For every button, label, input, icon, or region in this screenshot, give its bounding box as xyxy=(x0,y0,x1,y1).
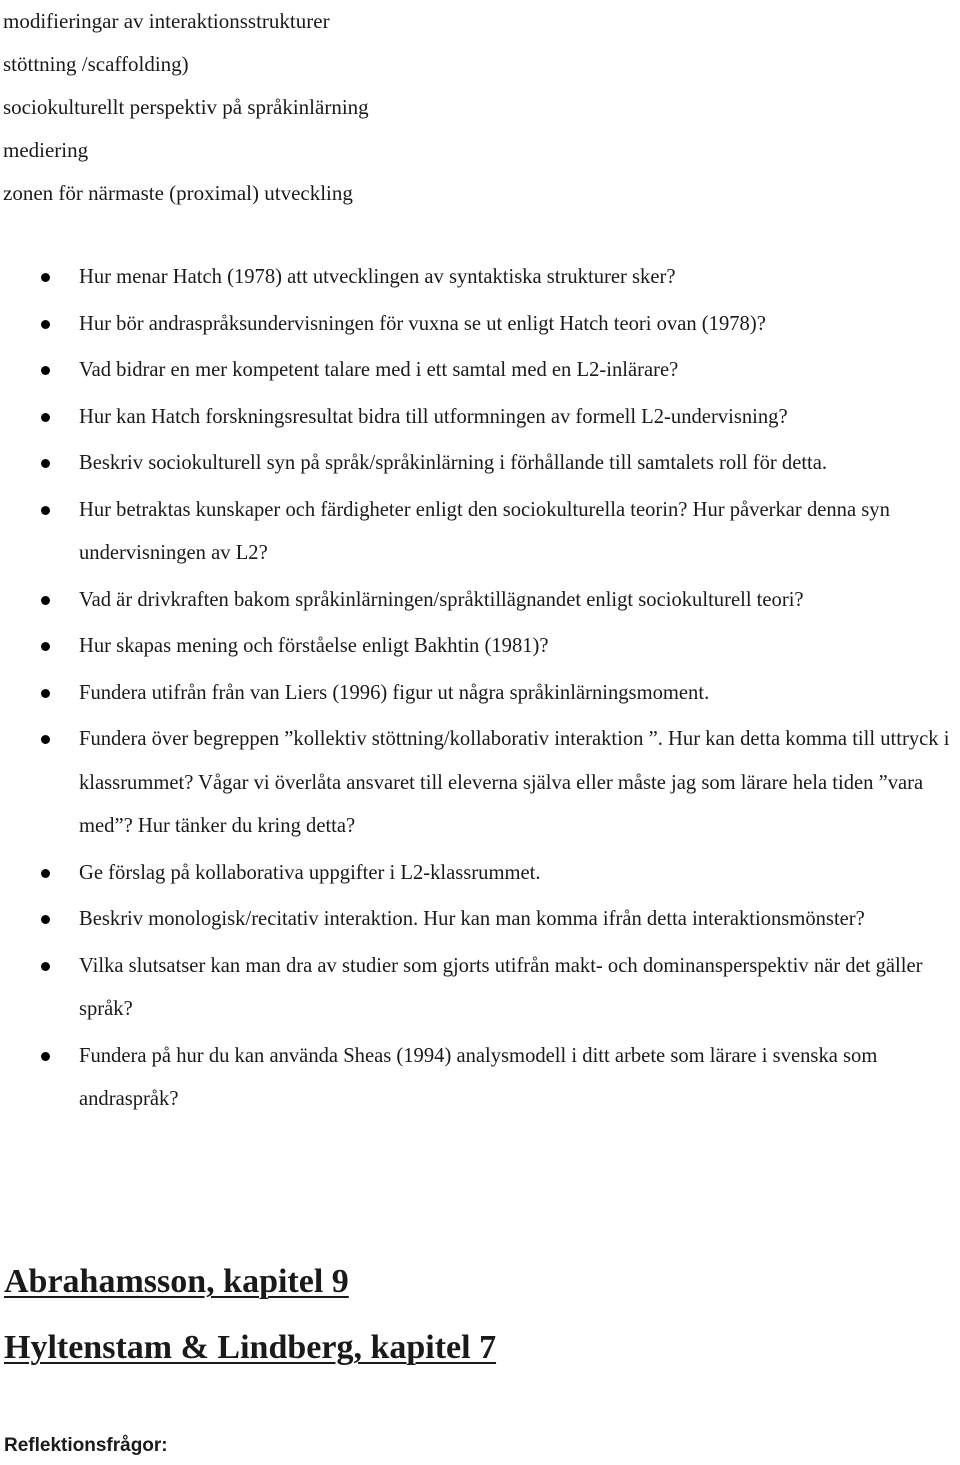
question-item xyxy=(0,945,960,1032)
reflection-questions-label: Reflektionsfrågor: xyxy=(4,1435,168,1456)
question-item xyxy=(0,442,960,486)
concept-term-list xyxy=(3,0,369,215)
concept-term: sociokulturellt perspektiv på språkinlärning xyxy=(3,95,369,119)
question-item xyxy=(0,625,960,669)
bullet-icon xyxy=(41,962,50,971)
question-item xyxy=(0,898,960,942)
bullet-icon xyxy=(41,689,50,698)
question-text: Hur kan Hatch forskningsresultat bidra till utformningen av formell L2-undervisning? xyxy=(79,405,788,428)
question-item xyxy=(0,349,960,393)
question-list xyxy=(0,256,960,1125)
concept-term: modifieringar av interaktionsstrukturer xyxy=(3,9,330,33)
question-item xyxy=(0,852,960,896)
bullet-icon xyxy=(41,596,50,605)
bullet-icon xyxy=(41,413,50,422)
question-text: Beskriv sociokulturell syn på språk/språkinlärning i förhållande till samtalets roll för detta. xyxy=(79,452,828,474)
question-text: Vad är drivkraften bakom språkinlärningen/språktillägnandet enligt sociokulturell teori? xyxy=(79,588,804,611)
bullet-icon xyxy=(41,506,50,515)
question-text: Hur betraktas kunskaper och färdigheter enligt den sociokulturella teorin? Hur påverkar denna syn undervisningen av L2? xyxy=(79,498,890,564)
question-item xyxy=(0,718,960,849)
bullet-icon xyxy=(41,366,50,375)
bullet-icon xyxy=(41,642,50,651)
bullet-icon xyxy=(41,1052,50,1061)
question-text: Hur skapas mening och förståelse enligt Bakhtin (1981)? xyxy=(79,635,549,657)
question-item xyxy=(0,1035,960,1122)
question-text: Fundera på hur du kan använda Sheas (1994) analysmodell i ditt arbete som lärare i svenska som andraspråk? xyxy=(79,1044,878,1110)
chapter-heading-hyltenstam-lindberg: Hyltenstam & Lindberg, kapitel 7 xyxy=(4,1329,497,1366)
question-text: Hur menar Hatch (1978) att utvecklingen av syntaktiska strukturer sker? xyxy=(79,266,676,288)
concept-term: mediering xyxy=(3,138,89,162)
bullet-icon xyxy=(41,915,50,924)
bullet-icon xyxy=(41,735,50,744)
question-text: Fundera utifrån från van Liers (1996) figur ut några språkinlärningsmoment. xyxy=(79,681,710,704)
question-item xyxy=(0,672,960,716)
chapter-heading-abrahamsson: Abrahamsson, kapitel 9 xyxy=(4,1263,349,1300)
question-text: Vad bidrar en mer kompetent talare med i ett samtal med en L2-inlärare? xyxy=(79,359,679,381)
question-item xyxy=(0,579,960,623)
bullet-icon xyxy=(41,320,50,329)
concept-term: stöttning /scaffolding) xyxy=(3,52,189,76)
bullet-icon xyxy=(41,869,50,878)
question-text: Vilka slutsatser kan man dra av studier som gjorts utifrån makt- och dominansperspektiv när det gäller språk? xyxy=(79,954,923,1020)
question-text: Hur bör andraspråksundervisningen för vuxna se ut enligt Hatch teori ovan (1978)? xyxy=(79,312,766,335)
question-item xyxy=(0,396,960,440)
question-item xyxy=(0,489,960,576)
question-item xyxy=(0,256,960,300)
question-text: Beskriv monologisk/recitativ interaktion. Hur kan man komma ifrån detta interaktionsmönster? xyxy=(79,908,865,930)
bullet-icon xyxy=(41,273,50,282)
bullet-icon xyxy=(41,459,50,468)
question-item xyxy=(0,303,960,347)
concept-term: zonen för närmaste (proximal) utveckling xyxy=(3,181,353,205)
question-text: Ge förslag på kollaborativa uppgifter i L2-klassrummet. xyxy=(79,861,541,884)
question-text: Fundera över begreppen ”kollektiv stöttning/kollaborativ interaktion ”. Hur kan detta komma till uttryck i klassrummet? Vågar vi överlåta ansvaret till eleverna själva eller måste jag som lärare hela tiden ”vara med”? Hur tänker du kring detta? xyxy=(79,728,950,837)
